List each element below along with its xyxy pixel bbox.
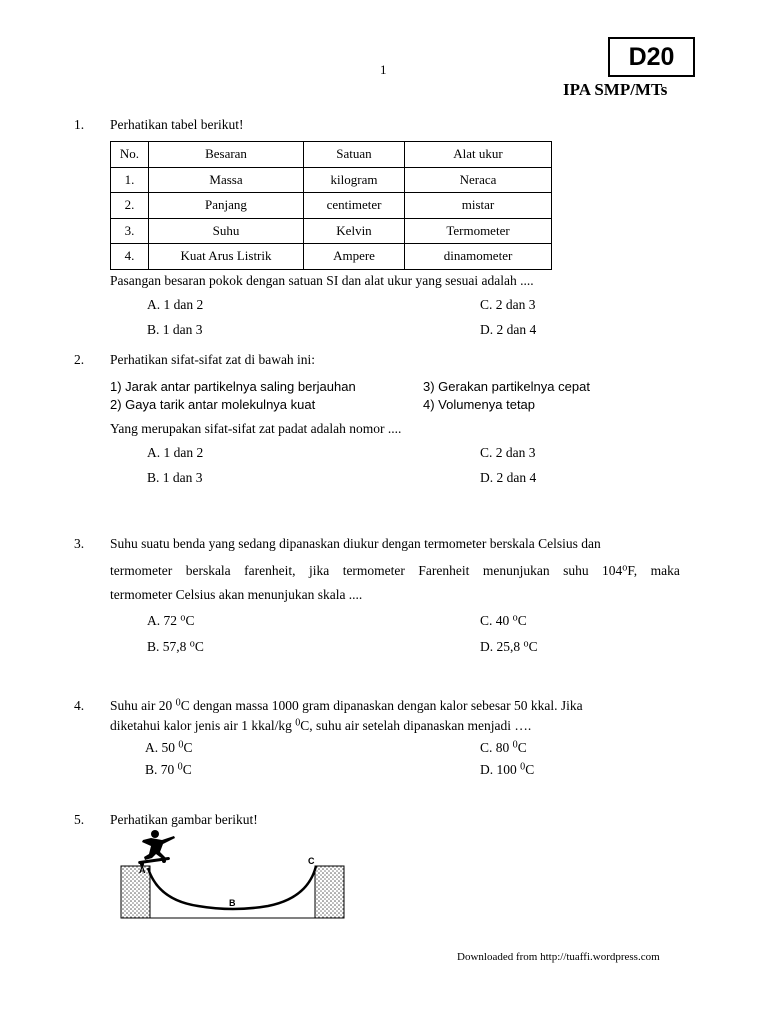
question-2-option-a[interactable]: A. 1 dan 2 [147, 445, 204, 460]
table-cell: Panjang [149, 193, 304, 219]
q3-word: suhu [563, 563, 589, 578]
table-cell: Massa [149, 167, 304, 193]
table-cell: mistar [405, 193, 552, 219]
point-a-label: A [139, 865, 146, 875]
table-cell: 4. [111, 244, 149, 270]
table-cell: centimeter [304, 193, 405, 219]
question-3-option-c[interactable]: C. 40 $^o$C [480, 612, 527, 628]
question-1-number: 1. [74, 117, 85, 132]
question-4-option-c[interactable]: C. 80 $^0$C [480, 739, 527, 755]
question-3-option-d[interactable]: D. 25,8 $^o$C [480, 638, 538, 654]
q3-temperature-value: 104$^o$F, [602, 562, 638, 578]
question-4-option-b[interactable]: B. 70 $^0$C [145, 761, 192, 777]
page-number: 1 [380, 62, 387, 77]
question-3-number: 3. [74, 536, 85, 551]
table-cell: Termometer [405, 218, 552, 244]
table-cell: kilogram [304, 167, 405, 193]
table-cell: Kelvin [304, 218, 405, 244]
statement-4: 4) Volumenya tetap [423, 397, 536, 412]
table-cell: 3. [111, 218, 149, 244]
right-wall [315, 866, 344, 918]
q3-word: farenheit, [244, 563, 296, 578]
question-3-line-1: Suhu suatu benda yang sedang dipanaskan diukur dengan termometer berskala Celsius dan [110, 536, 601, 551]
question-4-line-2: diketahui kalor jenis air 1 kkal/kg $^0$C, suhu air setelah dipanaskan menjadi …. [110, 717, 532, 733]
table-cell: Suhu [149, 218, 304, 244]
question-4-number: 4. [74, 698, 85, 713]
q3-word: Farenheit [418, 563, 470, 578]
question-1-option-d[interactable]: D. 2 dan 4 [480, 322, 537, 337]
question-1-option-c[interactable]: C. 2 dan 3 [480, 297, 536, 312]
statement-2: 2) Gaya tarik antar molekulnya kuat [110, 397, 316, 412]
statement-3: 3) Gerakan partikelnya cepat [423, 379, 590, 394]
question-4-option-d[interactable]: D. 100 $^0$C [480, 761, 535, 777]
q3-word: termometer [342, 563, 405, 578]
question-3-line-2 [110, 563, 680, 579]
table-row [111, 193, 552, 219]
exam-code-box: D20 [608, 37, 695, 77]
question-3-line-3: termometer Celsius akan menunjukan skala .... [110, 587, 363, 602]
table-cell: dinamometer [405, 244, 552, 270]
table-header-cell: Besaran [149, 142, 304, 168]
q3-word: berskala [185, 563, 231, 578]
question-5-prompt: Perhatikan gambar berikut! [110, 812, 258, 827]
table-header-cell: Satuan [304, 142, 405, 168]
question-5-number: 5. [74, 812, 85, 827]
table-cell: Kuat Arus Listrik [149, 244, 304, 270]
table-row [111, 167, 552, 193]
subject-title: IPA SMP/MTs [563, 80, 668, 99]
q3-word: jika [308, 563, 330, 578]
question-3-option-b[interactable]: B. 57,8 $^o$C [147, 638, 204, 654]
question-2-option-c[interactable]: C. 2 dan 3 [480, 445, 536, 460]
quantities-table [110, 141, 552, 270]
question-3-option-a[interactable]: A. 72 $^o$C [147, 612, 195, 628]
question-4-line-1: Suhu air 20 $^0$C dengan massa 1000 gram dipanaskan dengan kalor sebesar 50 kkal. Jika [110, 697, 583, 713]
question-2-number: 2. [74, 352, 85, 367]
point-b-label: B [229, 898, 236, 908]
question-1-text: Pasangan besaran pokok dengan satuan SI dan alat ukur yang sesuai adalah .... [110, 273, 534, 288]
q3-word: maka [650, 563, 680, 578]
question-2-option-d[interactable]: D. 2 dan 4 [480, 470, 537, 485]
question-1-option-a[interactable]: A. 1 dan 2 [147, 297, 204, 312]
table-row [111, 218, 552, 244]
left-wall [121, 866, 150, 918]
table-cell: 2. [111, 193, 149, 219]
table-header-row [111, 142, 552, 168]
statement-1: 1) Jarak antar partikelnya saling berjauhan [110, 379, 356, 394]
question-1-option-b[interactable]: B. 1 dan 3 [147, 322, 203, 337]
table-header-cell: Alat ukur [405, 142, 552, 168]
skater-icon [138, 830, 175, 866]
question-2-option-b[interactable]: B. 1 dan 3 [147, 470, 203, 485]
footer-source: Downloaded from http://tuaffi.wordpress.com [457, 951, 660, 963]
point-c-label: C [308, 856, 315, 866]
question-2-prompt: Perhatikan sifat-sifat zat di bawah ini: [110, 352, 316, 367]
question-4-option-a[interactable]: A. 50 $^0$C [145, 739, 193, 755]
q3-word: menunjukan [482, 563, 550, 578]
table-row [111, 244, 552, 270]
table-cell: Neraca [405, 167, 552, 193]
table-cell: 1. [111, 167, 149, 193]
question-1-prompt: Perhatikan tabel berikut! [110, 117, 244, 132]
q3-word: termometer [110, 563, 173, 578]
skateboard-ramp-figure [118, 828, 350, 922]
question-2-text: Yang merupakan sifat-sifat zat padat adalah nomor .... [110, 421, 402, 436]
table-header-cell: No. [111, 142, 149, 168]
table-cell: Ampere [304, 244, 405, 270]
